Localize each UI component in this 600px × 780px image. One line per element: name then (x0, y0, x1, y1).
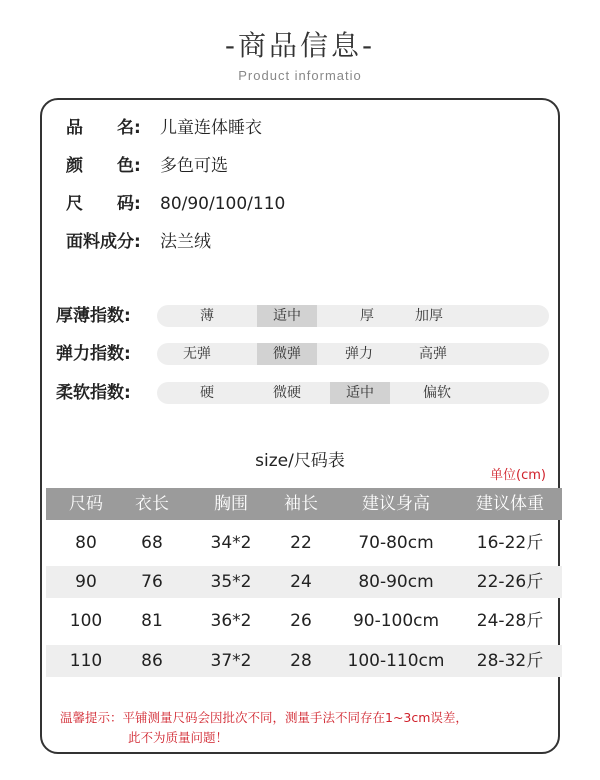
index-option-selected: 微弹 (257, 343, 317, 365)
info-row-name (66, 116, 262, 140)
table-header (46, 488, 562, 520)
info-row-fabric (66, 230, 211, 254)
table-cell: 81 (141, 611, 163, 631)
table-cell: 37*2 (210, 651, 252, 671)
header-cell: 衣长 (135, 494, 169, 514)
page-subtitle: Product informatio (238, 68, 362, 83)
thickness-index-bar (157, 305, 549, 327)
info-value: 法兰绒 (160, 232, 211, 252)
table-row (46, 605, 562, 637)
info-row-size (66, 192, 285, 216)
elasticity-index-bar (157, 343, 549, 365)
index-option: 微硬 (273, 385, 301, 401)
info-label: 面料成分: (66, 232, 141, 252)
table-row (46, 566, 562, 598)
index-option-selected: 适中 (330, 382, 390, 404)
table-cell: 70-80cm (358, 533, 434, 553)
softness-index-label: 柔软指数: (56, 383, 131, 403)
table-cell: 34*2 (210, 533, 252, 553)
table-cell: 90 (75, 572, 97, 592)
table-cell: 100 (69, 611, 103, 631)
softness-index-bar (157, 382, 549, 404)
index-option: 偏软 (423, 385, 451, 401)
table-cell: 16-22斤 (476, 533, 544, 553)
size-table-title: size/尺码表 (255, 451, 345, 471)
info-row-color (66, 154, 228, 178)
warning-note-line2: 此不为质量问题！ (128, 730, 229, 745)
table-cell: 35*2 (210, 572, 252, 592)
table-cell: 24 (290, 572, 312, 592)
table-cell: 68 (141, 533, 163, 553)
info-value: 儿童连体睡衣 (160, 118, 262, 138)
table-cell: 22 (290, 533, 312, 553)
table-row (46, 527, 562, 559)
info-value: 多色可选 (160, 156, 228, 176)
table-row (46, 645, 562, 677)
table-cell: 28-32斤 (476, 651, 544, 671)
table-cell: 90-100cm (352, 611, 440, 631)
table-cell: 76 (141, 572, 163, 592)
header-cell: 建议身高 (362, 494, 430, 514)
index-option-selected: 适中 (257, 305, 317, 327)
index-option: 硬 (200, 385, 214, 401)
info-label: 品 名: (66, 118, 141, 138)
header-cell: 尺码 (69, 494, 103, 514)
warning-note-line1: 温馨提示：平铺测量尺码会因批次不同，测量手法不同存在1~3cm误差， (60, 710, 468, 725)
elasticity-index-label: 弹力指数: (56, 344, 131, 364)
table-cell: 100-110cm (347, 651, 445, 671)
table-cell: 26 (290, 611, 312, 631)
index-option: 厚 (360, 308, 374, 324)
index-option: 薄 (200, 308, 214, 324)
table-cell: 86 (141, 651, 163, 671)
thickness-index-label: 厚薄指数: (56, 306, 131, 326)
index-option: 加厚 (415, 308, 443, 324)
header-cell: 建议体重 (476, 494, 544, 514)
table-cell: 80 (75, 533, 97, 553)
index-option: 高弹 (419, 346, 447, 362)
info-label: 颜 色: (66, 156, 141, 176)
header-cell: 胸围 (214, 494, 248, 514)
page-title: -商品信息- (224, 29, 376, 62)
table-cell: 36*2 (210, 611, 252, 631)
table-cell: 24-28斤 (476, 611, 544, 631)
table-cell: 28 (290, 651, 312, 671)
unit-label: 单位(cm) (490, 468, 546, 483)
info-value: 80/90/100/110 (160, 194, 286, 214)
index-option: 无弹 (183, 346, 211, 362)
table-cell: 22-26斤 (476, 572, 544, 592)
header-cell: 袖长 (284, 494, 318, 514)
table-cell: 80-90cm (358, 572, 434, 592)
index-option: 弹力 (345, 346, 373, 362)
info-label: 尺 码: (66, 194, 141, 214)
table-cell: 110 (69, 651, 103, 671)
